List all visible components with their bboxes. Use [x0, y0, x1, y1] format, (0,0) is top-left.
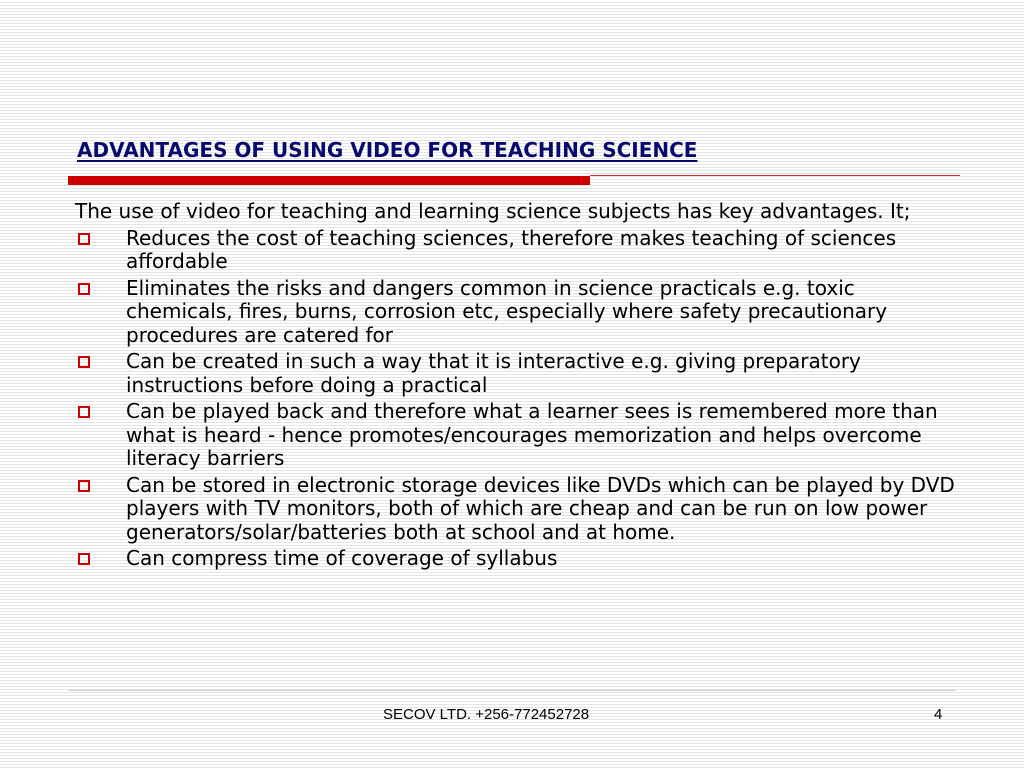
bullet-item [75, 227, 955, 274]
intro-paragraph: The use of video for teaching and learning science subjects has key advantages. It; [75, 199, 911, 223]
bullet-text: Reduces the cost of teaching sciences, therefore makes teaching of sciences affordable [126, 225, 897, 273]
hollow-square-bullet-icon [78, 233, 90, 245]
page-number: 4 [934, 706, 943, 723]
bullet-item [75, 350, 955, 397]
bullet-text: Eliminates the risks and dangers common in science practicals e.g. toxic chemicals, fires, burns, corrosion etc, especially where safety precautionary procedures are catered for [126, 275, 888, 347]
bullet-item [75, 474, 955, 545]
bullet-text: Can be created in such a way that it is interactive e.g. giving preparatory instructions before doing a practical [126, 349, 874, 397]
bullet-item [75, 400, 955, 471]
slide-title: ADVANTAGES OF USING VIDEO FOR TEACHING SCIENCE [77, 138, 698, 162]
bullet-text: Can compress time of coverage of syllabus [126, 546, 558, 570]
hollow-square-bullet-icon [78, 283, 90, 295]
bullet-text: Can be stored in electronic storage devices like DVDs which can be played by DVD players with TV monitors, both of which are cheap and can be run on low power generators/solar/batteries both at school and at home. [126, 472, 955, 544]
bullet-item [75, 277, 955, 348]
footer-text: SECOV LTD. +256-772452728 [383, 706, 590, 723]
title-divider-red-bar [68, 176, 590, 185]
bullet-item [75, 547, 955, 571]
bullet-text: Can be played back and therefore what a learner sees is remembered more than what is heard - hence promotes/encourages memorization and helps overcome literacy barriers [126, 399, 938, 470]
hollow-square-bullet-icon [78, 553, 90, 565]
title-divider [68, 174, 960, 185]
hollow-square-bullet-icon [78, 406, 90, 418]
hollow-square-bullet-icon [78, 356, 90, 368]
hollow-square-bullet-icon [78, 480, 90, 492]
footer-divider [68, 690, 956, 691]
title-divider-thin-line [590, 175, 960, 176]
slide-body [75, 200, 955, 574]
